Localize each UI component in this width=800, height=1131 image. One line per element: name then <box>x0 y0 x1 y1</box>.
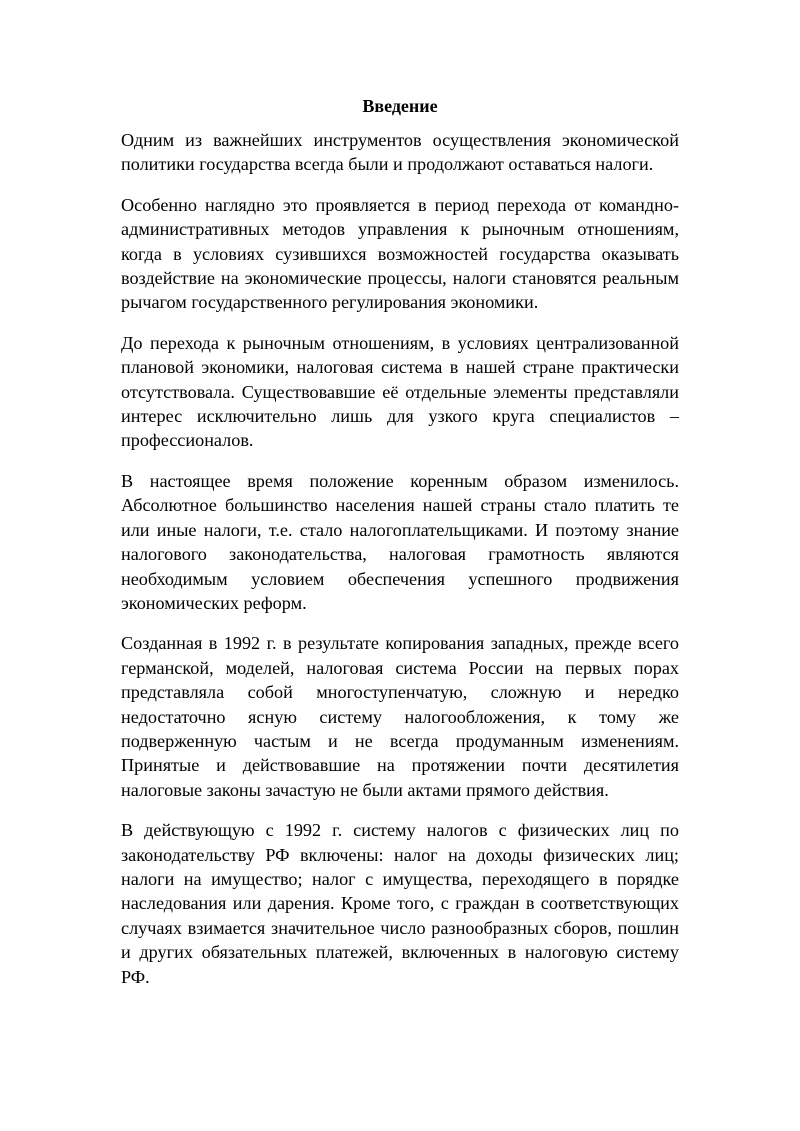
paragraph-4: В настоящее время положение коренным образом изменилось. Абсолютное большинство населения нашей страны стало платить те или иные налоги, т.е. стало налогоплательщиками. И поэтому знание налогового законодательства, налоговая грамотность являются необходимым условием обеспечения успешного продвижения экономических реформ. <box>121 470 679 613</box>
paragraph-2: Особенно наглядно это проявляется в период перехода от командно-административных методов управления к рыночным отношениям, когда в условиях сузившихся возможностей государства оказывать воздействие на экономические процессы, налоги становятся реальным рычагом государственного регулирования экономики. <box>121 194 679 313</box>
paragraph-1: Одним из важнейших инструментов осуществления экономической политики государства всегда были и продолжают оставаться налоги. <box>121 130 679 175</box>
paragraph-6: В действующую с 1992 г. систему налогов с физических лиц по законодательству РФ включены: налог на доходы физических лиц; налоги на имущество; налог с имущества, переходящего в порядке наследования или дарения. Кроме того, с граждан в соответствующих случаях взимается значительное число разнообразных сборов, пошлин и других обязательных платежей, включенных в налоговую систему РФ. <box>121 820 679 987</box>
document-body <box>121 94 679 1005</box>
paragraph-3: До перехода к рыночным отношениям, в условиях централизованной плановой экономики, налоговая система в нашей стране практически отсутствовала. Существовавшие её отдельные элементы представляли интерес исключительно лишь для узкого круга специалистов – профессионалов. <box>121 332 679 451</box>
page-title: Введение <box>362 96 438 116</box>
paragraph-5: Созданная в 1992 г. в результате копирования западных, прежде всего германской, моделей, налоговая система России на первых порах представляла собой многоступенчатую, сложную и нередко недостаточно ясную систему налогообложения, к тому же подверженную частым и не всегда продуманным изменениям. Принятые и действовавшие на протяжении почти десятилетия налоговые законы зачастую не были актами прямого действия. <box>121 633 679 800</box>
